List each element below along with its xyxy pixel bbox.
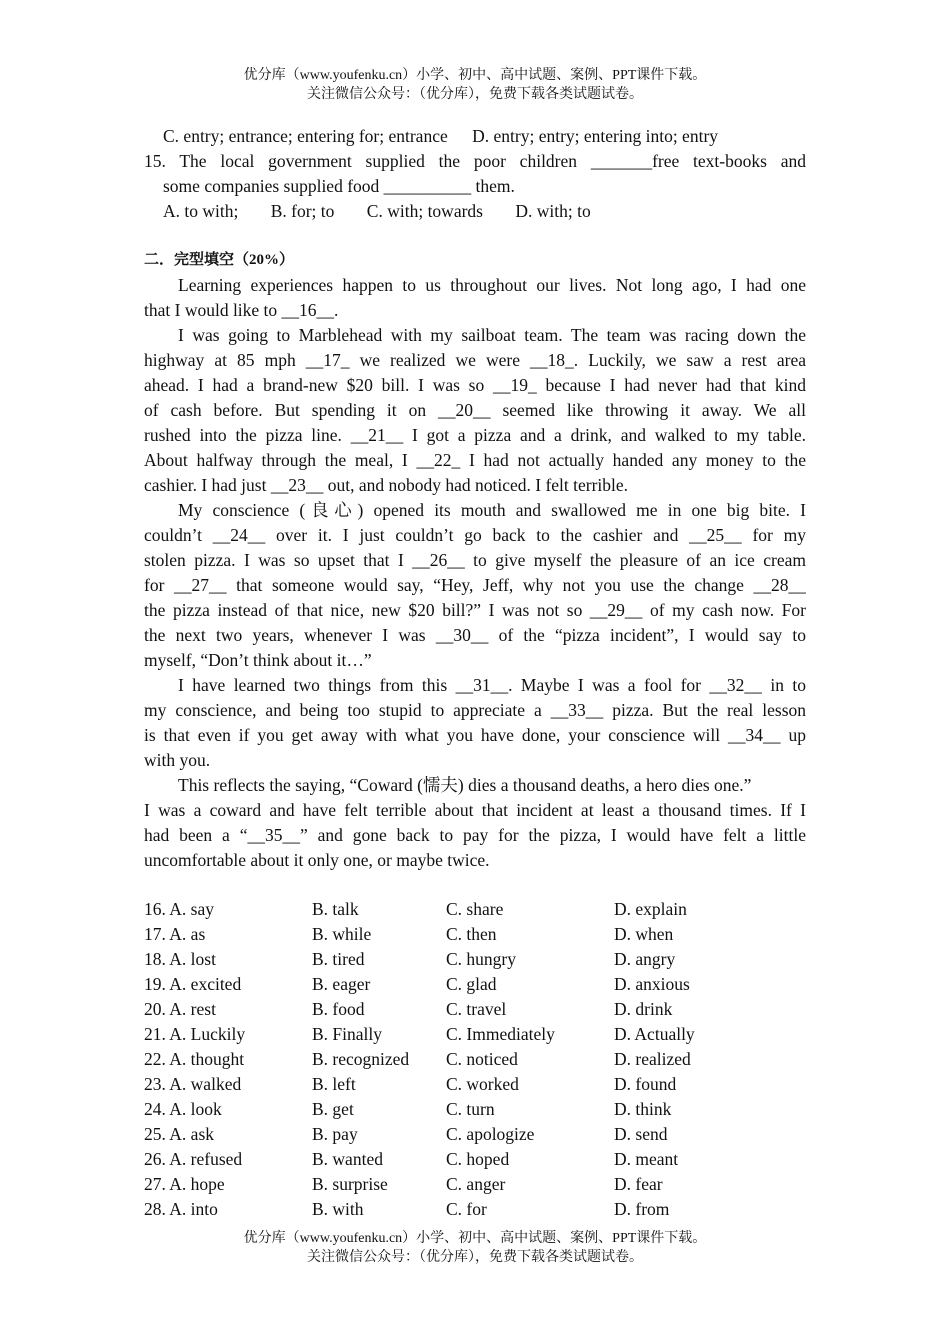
- page-header: [0, 66, 950, 104]
- option-c: C. then: [446, 924, 497, 944]
- option-c: C. Immediately: [446, 1024, 555, 1044]
- option-c: C. noticed: [446, 1049, 518, 1069]
- option-d: D. angry: [614, 949, 676, 969]
- option-c: C. apologize: [446, 1124, 535, 1144]
- option-c: C. share: [446, 899, 504, 919]
- passage-line: the next two years, whenever I was __30__ of the “pizza incident”, I would say to: [144, 625, 806, 645]
- option-a: 25. A. ask: [144, 1124, 214, 1144]
- passage-line: the pizza instead of that nice, new $20 bill?” I was not so __29__ of my cash now. For: [144, 600, 806, 620]
- q15-stem-line-1: 15. The local government supplied the poor children _______free text-books and: [144, 151, 806, 171]
- passage-line: stolen pizza. I was so upset that I __26__ to give myself the pleasure of an ice cream: [144, 550, 806, 570]
- q15-options: [144, 199, 806, 224]
- option-row: [144, 947, 806, 972]
- passage-line: cashier. I had just __23__ out, and nobody had noticed. I felt terrible.: [144, 475, 629, 495]
- option-b: B. surprise: [312, 1174, 388, 1194]
- passage-line: is that even if you get away with what you have done, your conscience will __34__ up: [144, 725, 806, 745]
- option-b: B. pay: [312, 1124, 358, 1144]
- header-line-1: 优分库（www.youfenku.cn）小学、初中、高中试题、案例、PPT课件下载。: [243, 68, 707, 83]
- option-d: D. fear: [614, 1174, 663, 1194]
- option-c: C. glad: [446, 974, 497, 994]
- q14-options-cd: [144, 124, 806, 149]
- option-c: C. for: [446, 1199, 487, 1219]
- option-a: 21. A. Luckily: [144, 1024, 246, 1044]
- option-c: C. hungry: [446, 949, 516, 969]
- option-a: 28. A. into: [144, 1199, 218, 1219]
- option-row: [144, 1122, 806, 1147]
- option-a: 27. A. hope: [144, 1174, 225, 1194]
- option-b: B. talk: [312, 899, 359, 919]
- option-a: 22. A. thought: [144, 1049, 245, 1069]
- q14-option-d: D. entry; entry; entering into; entry: [472, 126, 719, 146]
- passage-line: I was going to Marblehead with my sailboat team. The team was racing down the: [178, 325, 806, 345]
- passage: [144, 273, 806, 873]
- passage-line: had been a “__35__” and gone back to pay for the pizza, I would have felt a little: [144, 825, 806, 845]
- option-d: D. think: [614, 1099, 672, 1119]
- option-c: C. turn: [446, 1099, 495, 1119]
- option-d: D. found: [614, 1074, 677, 1094]
- footer-line-1: 优分库（www.youfenku.cn）小学、初中、高中试题、案例、PPT课件下载。: [243, 1231, 707, 1246]
- option-c: C. anger: [446, 1174, 506, 1194]
- passage-line: ahead. I had a brand-new $20 bill. I was so __19_ because I had never had that kind: [144, 375, 806, 395]
- option-b: B. get: [312, 1099, 354, 1119]
- document-body: [144, 124, 806, 1222]
- q15-option-b: B. for; to: [270, 201, 335, 221]
- passage-line: Learning experiences happen to us throughout our lives. Not long ago, I had one: [178, 275, 806, 295]
- option-b: B. with: [312, 1199, 364, 1219]
- option-b: B. while: [312, 924, 372, 944]
- option-d: D. from: [614, 1199, 670, 1219]
- option-row: [144, 1097, 806, 1122]
- passage-line: with you.: [144, 750, 211, 770]
- passage-line: This reflects the saying, “Coward (懦夫) dies a thousand deaths, a hero dies one.”: [178, 775, 752, 795]
- q15-option-d: D. with; to: [515, 201, 591, 221]
- page-footer: [0, 1229, 950, 1267]
- option-a: 20. A. rest: [144, 999, 216, 1019]
- passage-line: uncomfortable about it only one, or maybe twice.: [144, 850, 490, 870]
- option-d: D. when: [614, 924, 674, 944]
- option-d: D. explain: [614, 899, 687, 919]
- option-a: 17. A. as: [144, 924, 206, 944]
- option-b: B. tired: [312, 949, 365, 969]
- option-b: B. left: [312, 1074, 356, 1094]
- option-a: 18. A. lost: [144, 949, 216, 969]
- option-a: 26. A. refused: [144, 1149, 243, 1169]
- passage-line: of cash before. But spending it on __20__ seemed like throwing it away. We all: [144, 400, 806, 420]
- passage-line: I was a coward and have felt terrible about that incident at least a thousand times. If I: [144, 800, 806, 820]
- option-row: [144, 922, 806, 947]
- option-b: B. food: [312, 999, 365, 1019]
- passage-line: I have learned two things from this __31__. Maybe I was a fool for __32__ in to: [178, 675, 806, 695]
- q15-stem-line-2: some companies supplied food __________ them.: [163, 176, 515, 196]
- passage-line: My conscience (良心) opened its mouth and swallowed me in one big bite. I: [178, 500, 806, 520]
- passage-line: couldn’t __24__ over it. I just couldn’t go back to the cashier and __25__ for my: [144, 525, 806, 545]
- option-row: [144, 972, 806, 997]
- passage-line: for __27__ that someone would say, “Hey, Jeff, why not you use the change __28__: [144, 575, 806, 595]
- option-b: B. wanted: [312, 1149, 383, 1169]
- option-b: B. Finally: [312, 1024, 383, 1044]
- option-c: C. hoped: [446, 1149, 510, 1169]
- option-d: D. realized: [614, 1049, 691, 1069]
- passage-line: my conscience, and being too stupid to appreciate a __33__ pizza. But the real lesson: [144, 700, 806, 720]
- option-b: B. recognized: [312, 1049, 410, 1069]
- option-d: D. Actually: [614, 1024, 695, 1044]
- option-c: C. worked: [446, 1074, 519, 1094]
- option-row: [144, 1072, 806, 1097]
- option-a: 23. A. walked: [144, 1074, 242, 1094]
- option-d: D. drink: [614, 999, 673, 1019]
- option-b: B. eager: [312, 974, 371, 994]
- passage-line: myself, “Don’t think about it…”: [144, 650, 372, 670]
- passage-line: About halfway through the meal, I __22_ I had not actually handed any money to the: [144, 450, 806, 470]
- option-row: [144, 1047, 806, 1072]
- section-title: 二．完型填空（20%）: [144, 252, 295, 268]
- passage-line: highway at 85 mph __17_ we realized we were __18_. Luckily, we saw a rest area: [144, 350, 806, 370]
- header-line-2: 关注微信公众号：（优分库），免费下载各类试题试卷。: [307, 87, 643, 102]
- passage-line: rushed into the pizza line. __21__ I got a pizza and a drink, and walked to my table.: [144, 425, 806, 445]
- option-row: [144, 1147, 806, 1172]
- passage-line: that I would like to __16__.: [144, 300, 339, 320]
- option-c: C. travel: [446, 999, 507, 1019]
- option-d: D. meant: [614, 1149, 679, 1169]
- option-row: [144, 897, 806, 922]
- option-a: 16. A. say: [144, 899, 214, 919]
- option-d: D. send: [614, 1124, 668, 1144]
- q15-option-c: C. with; towards: [366, 201, 483, 221]
- footer-line-2: 关注微信公众号：（优分库），免费下载各类试题试卷。: [307, 1250, 643, 1265]
- option-row: [144, 1197, 806, 1222]
- option-d: D. anxious: [614, 974, 690, 994]
- q15-option-a: A. to with;: [163, 201, 239, 221]
- q14-option-c: C. entry; entrance; entering for; entrance: [163, 126, 448, 146]
- option-row: [144, 1022, 806, 1047]
- option-row: [144, 997, 806, 1022]
- option-row: [144, 1172, 806, 1197]
- option-a: 19. A. excited: [144, 974, 242, 994]
- options-table: [144, 897, 806, 1222]
- option-a: 24. A. look: [144, 1099, 222, 1119]
